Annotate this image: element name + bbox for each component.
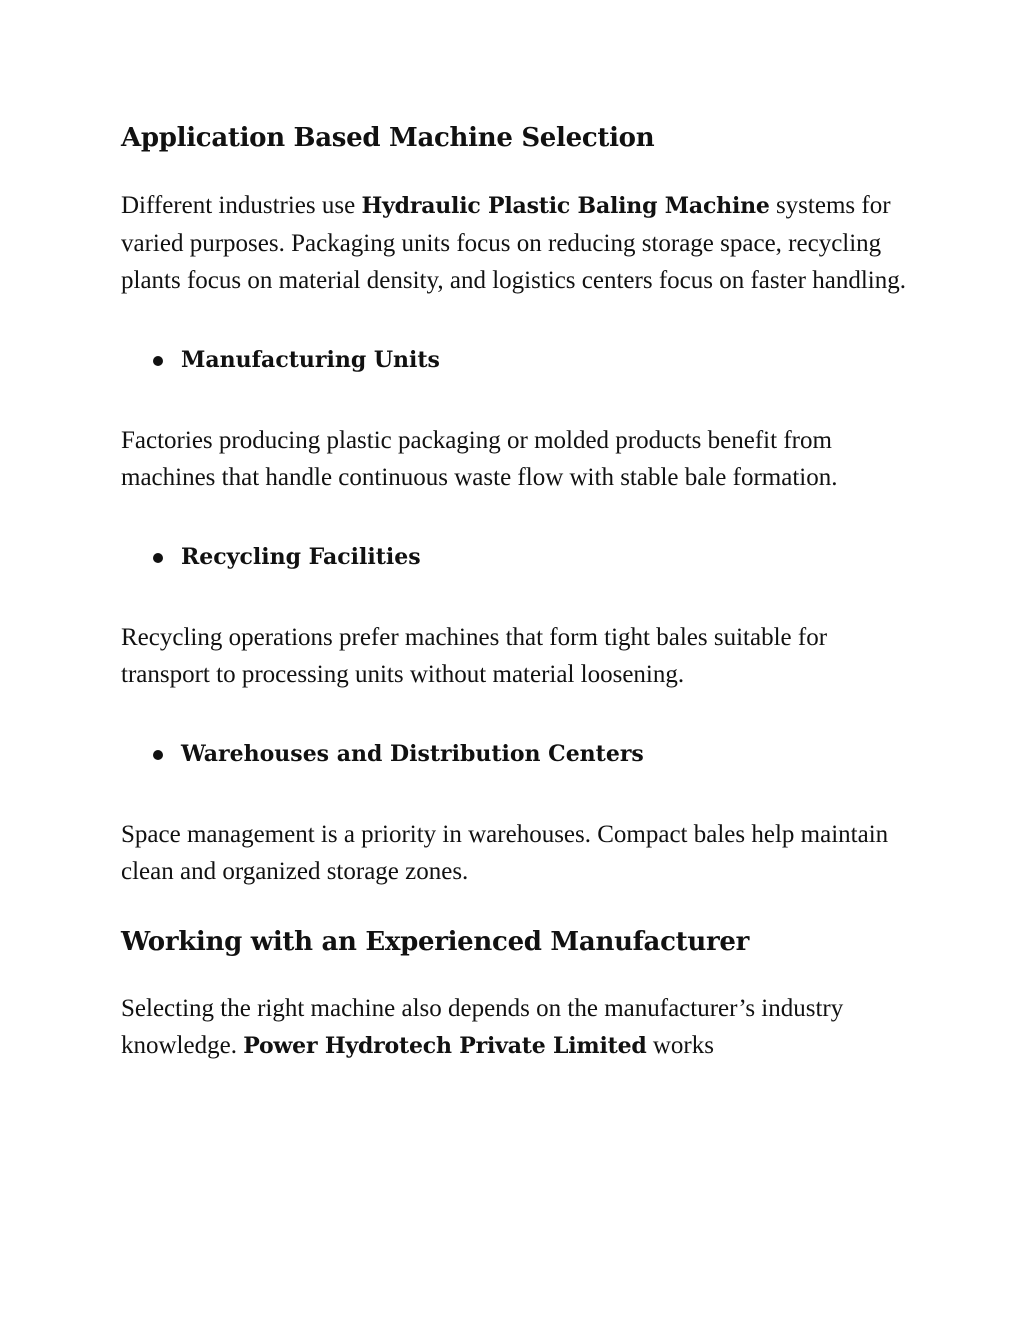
manufacturer-bold-company: Power Hydrotech Private Limited: [243, 1033, 647, 1059]
list-item: [121, 342, 911, 379]
bullet-dot-icon: [153, 553, 163, 563]
list-item: [121, 736, 911, 773]
manufacturer-paragraph: [121, 990, 911, 1065]
item-paragraph-manufacturing: Factories producing plastic packaging or molded products benefit from machines that handle continuous waste flow with stable bale formation.: [121, 427, 838, 491]
item-paragraph-recycling: Recycling operations prefer machines that form tight bales suitable for transport to processing units without material loosening.: [121, 624, 828, 688]
bullet-list: [121, 736, 911, 773]
list-item: [121, 539, 911, 576]
bullet-dot-icon: [153, 750, 163, 760]
bullet-list: [121, 539, 911, 576]
intro-paragraph: [121, 187, 911, 299]
section-heading-application-selection: Application Based Machine Selection: [121, 123, 655, 153]
list-item-title: Manufacturing Units: [181, 347, 440, 373]
document-content: [121, 118, 911, 1065]
item-paragraph-warehouses: Space management is a priority in warehouses. Compact bales help maintain clean and organized storage zones.: [121, 821, 889, 885]
intro-text-after: systems for varied purposes. Packaging units focus on reducing storage space, recycling plants focus on material density, and logistics centers focus on faster handling.: [121, 192, 906, 294]
list-item-title: Warehouses and Distribution Centers: [181, 741, 644, 767]
list-item-title: Recycling Facilities: [181, 544, 421, 570]
intro-text-before: Different industries use: [121, 192, 362, 219]
bullet-list: [121, 342, 911, 379]
bullet-dot-icon: [153, 356, 163, 366]
manufacturer-text-after: works: [646, 1032, 714, 1059]
section-heading-experienced-manufacturer: Working with an Experienced Manufacturer: [121, 927, 749, 957]
intro-bold-product: Hydraulic Plastic Baling Machine: [361, 193, 770, 219]
manufacturer-text-before: Selecting the right machine also depends on the manufacturer’s industry knowledge.: [121, 995, 844, 1059]
